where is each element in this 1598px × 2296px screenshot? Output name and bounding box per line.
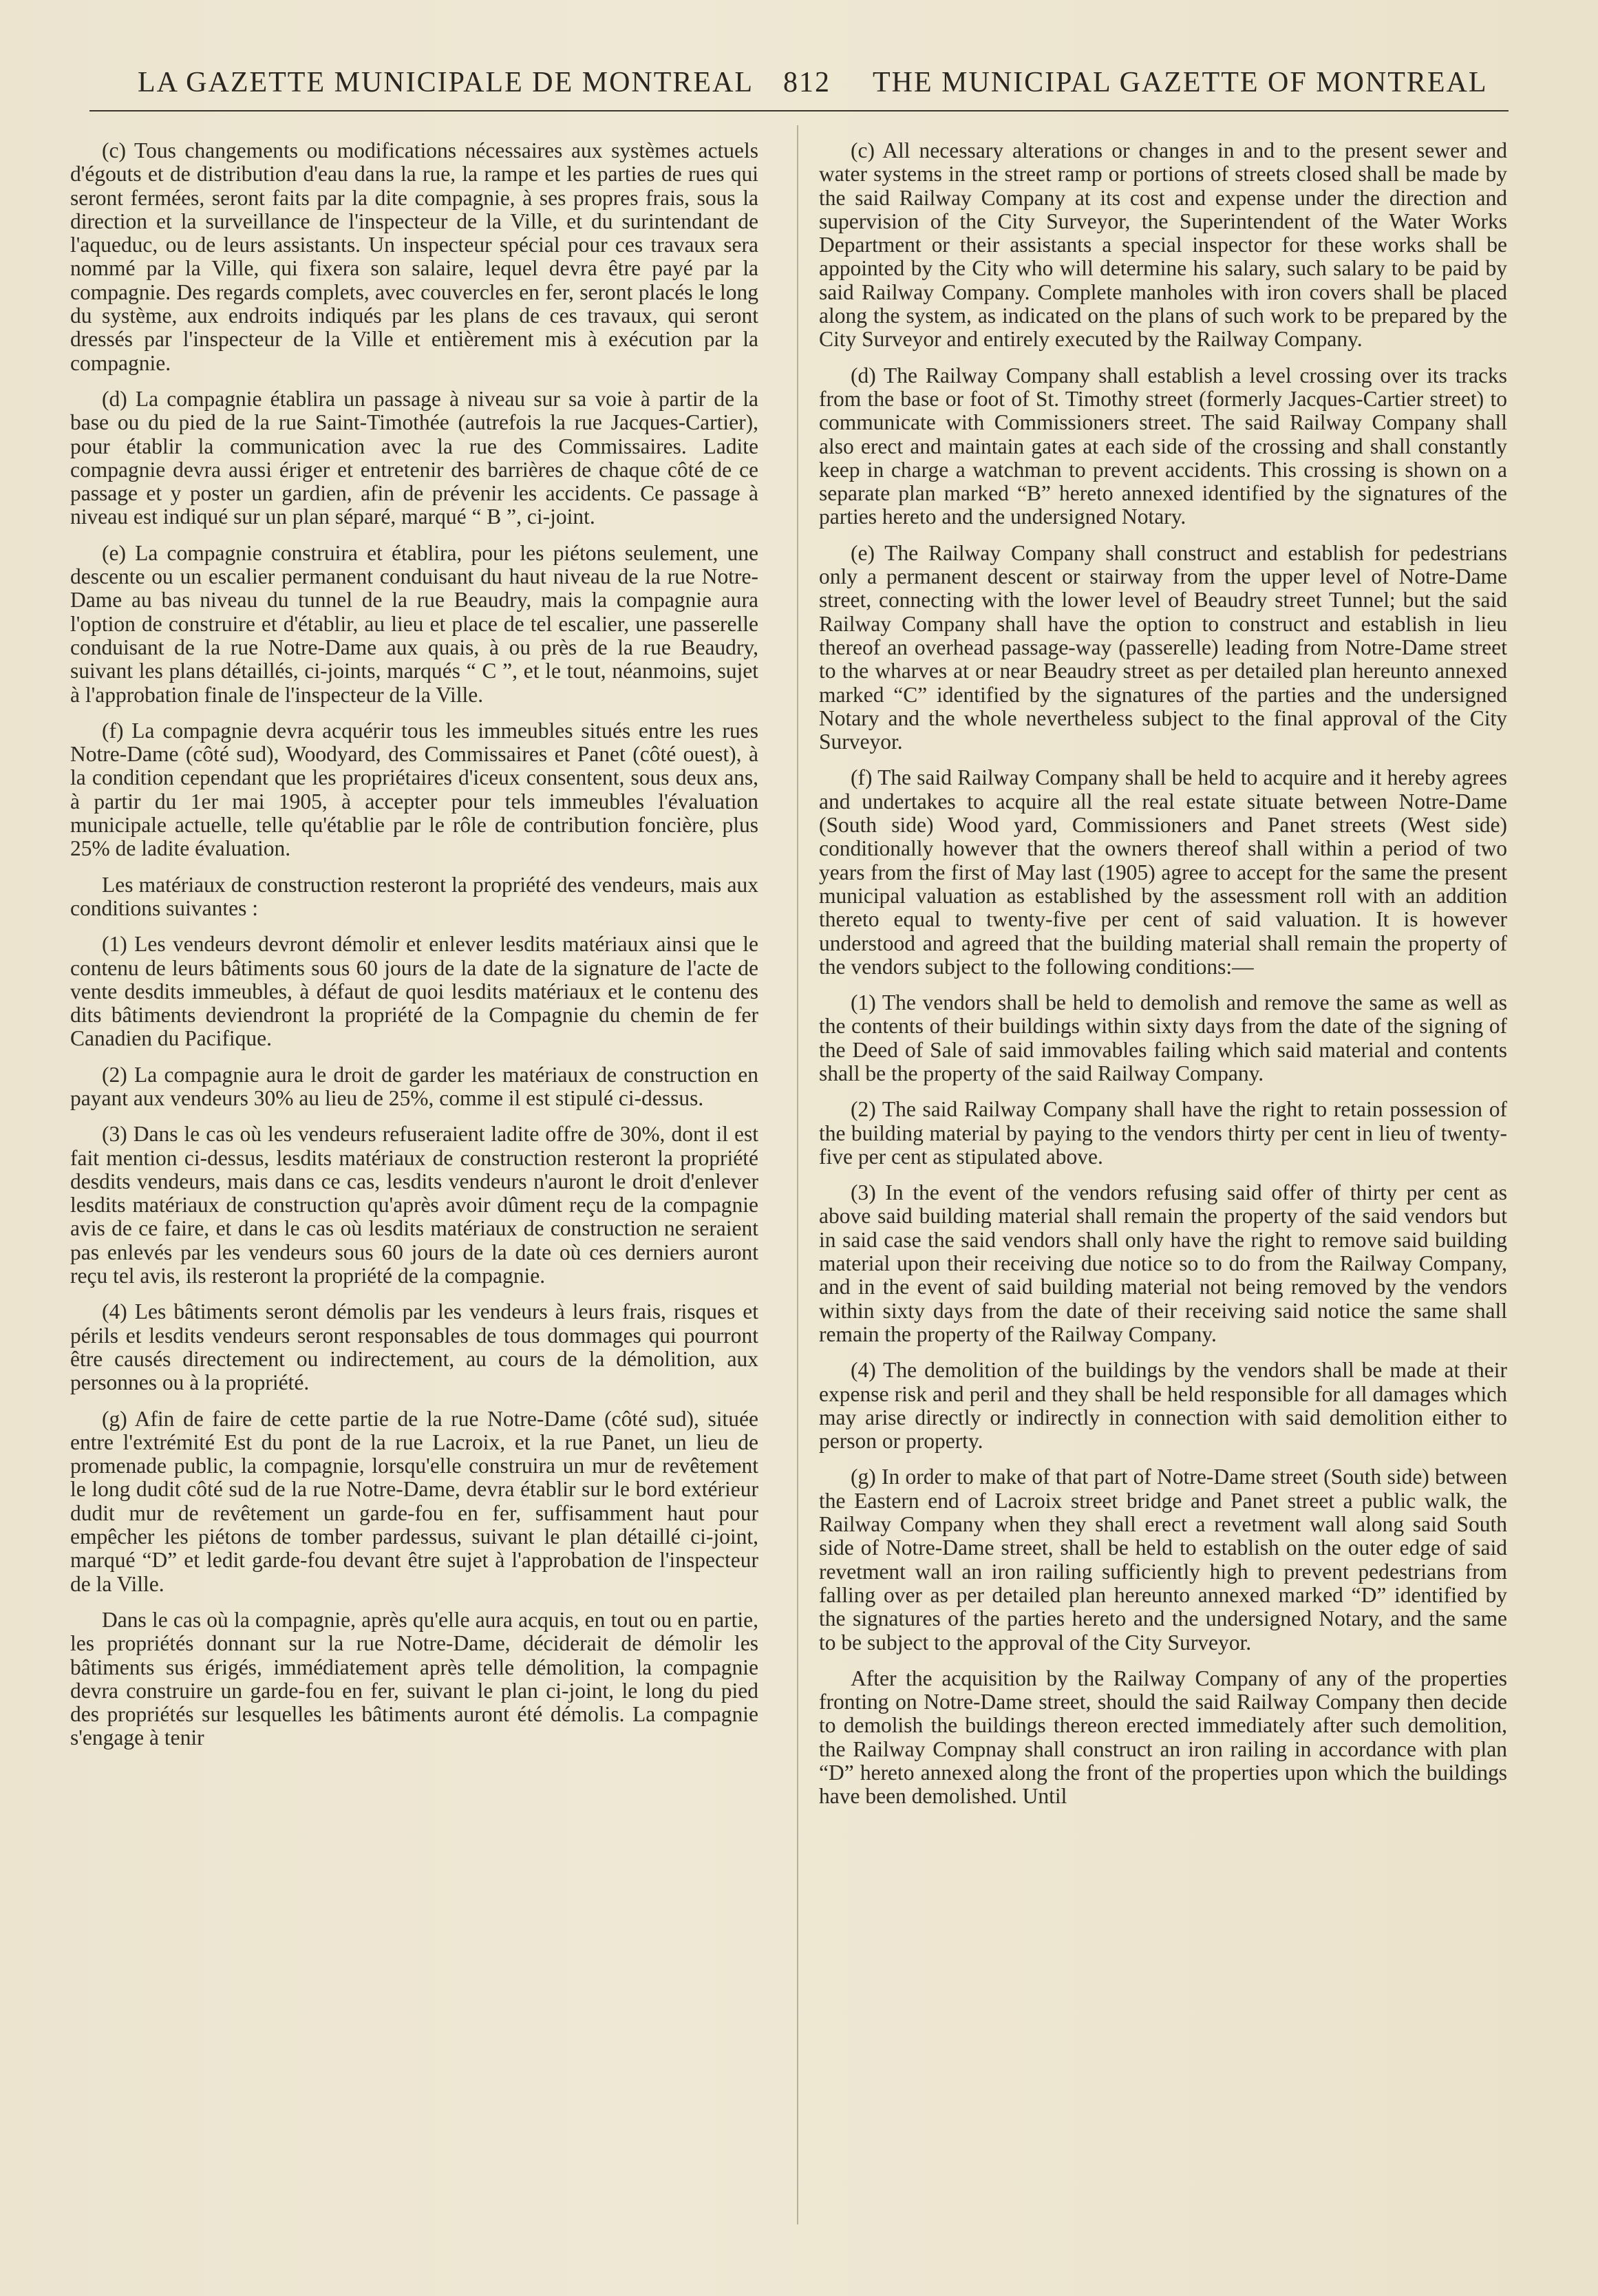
english-paragraph-c: (c) All necessary alterations or changes in and to the present sewer and water systems in the street ramp or portions of streets closed shall be made by the said Railway Company at its cost and expense under the direction and supervision of the City Surveyor, the Superintendent of the Water Works Department or their assistants a special inspector for these works shall be appointed by the City who will determine his salary, such salary to be paid by said Railway Company. Complete manholes with iron covers shall be placed along the system, as indicated on the plans of such work to be prepared by the City Surveyor and entirely executed by the Railway Company. — [819, 138, 1507, 352]
english-paragraph-f: (f) The said Railway Company shall be held to acquire and it hereby agrees and undertakes to acquire all the real estate situate between Notre-Dame (South side) Wood yard, Commissioners and Panet streets (West side) conditionally however that the owners thereof shall within a period of two years from the first of May last (1905) agree to accept for the same the present municipal valuation as established by the assessment roll with an addition thereto equal to twenty-five per cent of said valuation. It is however understood and agreed that the building material shall remain the property of the vendors subject to the following conditions:— — [819, 765, 1507, 979]
french-paragraph-final: Dans le cas où la compagnie, après qu'elle aura acquis, en tout ou en partie, les propriétés donnant sur la rue Notre-Dame, déciderait de démolir les bâtiments sus érigés, immédiatement après telle démolition, la compagnie devra construire un garde-fou en fer, suivant le plan ci-joint, le long du pied des propriétés sur lesquelles les bâtiments auront été démolis. La compagnie s'engage à tenir — [70, 1607, 758, 1750]
french-paragraph-f: (f) La compagnie devra acquérir tous les immeubles situés entre les rues Notre-Dame (côté sud), Woodyard, des Commissaires et Panet (côté ouest), à la condition cependant que les propriétaires d'iceux consentent, sous deux ans, à partir du 1er mai 1905, à accepter pour tels immeubles l'évaluation municipale actuelle, telle qu'établie par le rôle de contribution foncière, plus 25% de ladite évaluation. — [70, 718, 758, 861]
english-paragraph-4: (4) The demolition of the buildings by the vendors shall be made at their expense risk and peril and they shall be held responsible for all damages which may arise directly or indirectly in connection with said demolition either to person or property. — [819, 1358, 1507, 1454]
header-english-title: THE MUNICIPAL GAZETTE OF MONTREAL — [873, 67, 1488, 98]
english-paragraph-g: (g) In order to make of that part of Notre-Dame street (South side) between the Eastern end of Lacroix street bridge and Panet street a public walk, the Railway Company when they shall erect a revetment wall along said South side of Notre-Dame street, shall be held to establish on the outer edge of said revetment wall an iron railing sufficiently high to prevent pedestrians from falling over as per detailed plan hereunto annexed marked “D” identified by the signatures of the parties hereto and the undersigned Notary, and the same to be subject to the approval of the City Surveyor. — [819, 1465, 1507, 1655]
french-paragraph-3: (3) Dans le cas où les vendeurs refuseraient ladite offre de 30%, dont il est fait mention ci-dessus, lesdits matériaux de construction resteront la propriété desdits vendeurs, mais dans ce cas, lesdits vendeurs n'auront le droit d'enlever lesdits matériaux de construction qu'après avoir dûment reçu de la compagnie avis de ce faire, et dans le cas où lesdits matériaux de construction ne seraient pas enlevés par les vendeurs sous 60 jours de la date où ces derniers auront reçu tel avis, ils resteront la propriété de la compagnie. — [70, 1122, 758, 1288]
english-paragraph-1: (1) The vendors shall be held to demolish and remove the same as well as the contents of their buildings within sixty days from the date of the signing of the Deed of Sale of said immovables failing which said material and contents shall be the property of the said Railway Company. — [819, 990, 1507, 1085]
header-french-title: LA GAZETTE MUNICIPALE DE MONTREAL — [138, 67, 754, 98]
french-paragraph-4: (4) Les bâtiments seront démolis par les vendeurs à leurs frais, risques et périls et lesdits vendeurs seront responsables de tous dommages qui pourront être causés directement ou indirectement, au cours de la démolition, aux personnes ou à la propriété. — [70, 1299, 758, 1395]
header-rule — [89, 110, 1509, 111]
english-paragraph-final: After the acquisition by the Railway Company of any of the properties fronting on Notre-Dame street, should the said Railway Company then decide to demolish the buildings thereon erected immediately after such demolition, the Railway Compnay shall construct an iron railing in accordance with plan “D” hereto annexed along the front of the properties upon which the buildings have been demolished. Until — [819, 1666, 1507, 1809]
column-divider — [797, 125, 798, 2224]
english-paragraph-e: (e) The Railway Company shall construct and establish for pedestrians only a permanent descent or stairway from the upper level of Notre-Dame street, connecting with the lower level of Beaudry street Tunnel; but the said Railway Company shall have the option to construct and establish in lieu thereof an overhead passage-way (passerelle) leading from Notre-Dame street to the wharves at or near Beaudry street as per detailed plan hereunto annexed marked “C” identified by the signatures of the parties and the undersigned Notary and the whole nevertheless subject to the final approval of the City Surveyor. — [819, 540, 1507, 754]
french-paragraph-1: (1) Les vendeurs devront démolir et enlever lesdits matériaux ainsi que le contenu de leurs bâtiments sous 60 jours de la date de la signature de l'acte de vente desdits immeubles, à défaut de quoi lesdits matériaux et le contenu des dits bâtiments deviendront la propriété de la Compagnie du chemin de fer Canadien du Pacifique. — [70, 932, 758, 1051]
french-paragraph-2: (2) La compagnie aura le droit de garder les matériaux de construction en payant aux vendeurs 30% au lieu de 25%, comme il est stipulé ci-dessus. — [70, 1062, 758, 1110]
french-paragraph-d: (d) La compagnie établira un passage à niveau sur sa voie à partir de la base ou du pied de la rue Saint-Timothée (autrefois la rue Jacques-Cartier), pour établir la communication avec la rue des Commissaires. Ladite compagnie devra aussi ériger et entretenir des barrières de chaque côté de ce passage et y poster un gardien, afin de prévenir les accidents. Ce passage à niveau est indiqué sur un plan séparé, marqué “ B ”, ci-joint. — [70, 386, 758, 529]
french-paragraph-e: (e) La compagnie construira et établira, pour les piétons seulement, une descente ou un escalier permanent conduisant du haut niveau de la rue Notre-Dame au bas niveau du tunnel de la rue Beaudry, mais la compagnie aura l'option de construire et d'établir, au lieu et place de tel escalier, une passerelle conduisant de la rue Notre-Dame aux quais, à ou près de la rue Beaudry, suivant les plans détaillés, ci-joints, marqués “ C ”, et le tout, néanmoins, sujet à l'approbation finale de l'inspecteur de la Ville. — [70, 540, 758, 707]
page-header — [0, 66, 1598, 107]
french-column — [70, 139, 758, 1763]
page-number: 812 — [783, 67, 831, 98]
french-paragraph-materials: Les matériaux de construction resteront la propriété des vendeurs, mais aux conditions suivantes : — [70, 872, 758, 920]
english-paragraph-3: (3) In the event of the vendors refusing said offer of thirty per cent as above said building material shall remain the property of the said vendors but in said case the said vendors shall only have the right to remove said building material upon their receiving due notice so to do from the Railway Company, and in the event of said building material not being removed by the vendors within sixty days from the date of their receiving said notice the same shall remain the property of the Railway Company. — [819, 1180, 1507, 1346]
english-column — [819, 139, 1507, 1821]
english-paragraph-d: (d) The Railway Company shall establish a level crossing over its tracks from the base or foot of St. Timothy street (formerly Jacques-Cartier street) to communicate with Commissioners street. The said Railway Company shall also erect and maintain gates at each side of the crossing and shall constantly keep in charge a watchman to prevent accidents. This crossing is shown on a separate plan marked “B” hereto annexed identified by the signatures of the parties hereto and the undersigned Notary. — [819, 363, 1507, 529]
english-paragraph-2: (2) The said Railway Company shall have the right to retain possession of the building material by paying to the vendors thirty per cent in lieu of twenty-five per cent as stipulated above. — [819, 1097, 1507, 1169]
french-paragraph-g: (g) Afin de faire de cette partie de la rue Notre-Dame (côté sud), située entre l'extrémité Est du pont de la rue Lacroix, et la rue Panet, un lieu de promenade public, la compagnie, lorsqu'elle construira un mur de revêtement le long dudit côté sud de la rue Notre-Dame, devra établir sur le bord extérieur dudit mur de revêtement un garde-fou en fer, suffisamment haut pour empêcher les piétons de tomber pardessus, suivant le plan détaillé ci-joint, marqué “D” et ledit garde-fou devant être sujet à l'approbation de l'inspecteur de la Ville. — [70, 1406, 758, 1596]
french-paragraph-c: (c) Tous changements ou modifications nécessaires aux systèmes actuels d'égouts et de distribution d'eau dans la rue, la rampe et les parties de rues qui seront fermées, seront faits par la dite compagnie, à ses propres frais, sous la direction et la surveillance de l'inspecteur de la Ville, et du surintendant de l'aqueduc, ou de leurs assistants. Un inspecteur spécial pour ces travaux sera nommé par la Ville, qui fixera son salaire, lequel devra être payé par la compagnie. Des regards complets, avec couvercles en fer, seront placés le long du système, aux endroits indiqués par les plans de ces travaux, qui seront dressés par l'inspecteur de la Ville et entièrement mis à exécution par la compagnie. — [70, 138, 758, 375]
